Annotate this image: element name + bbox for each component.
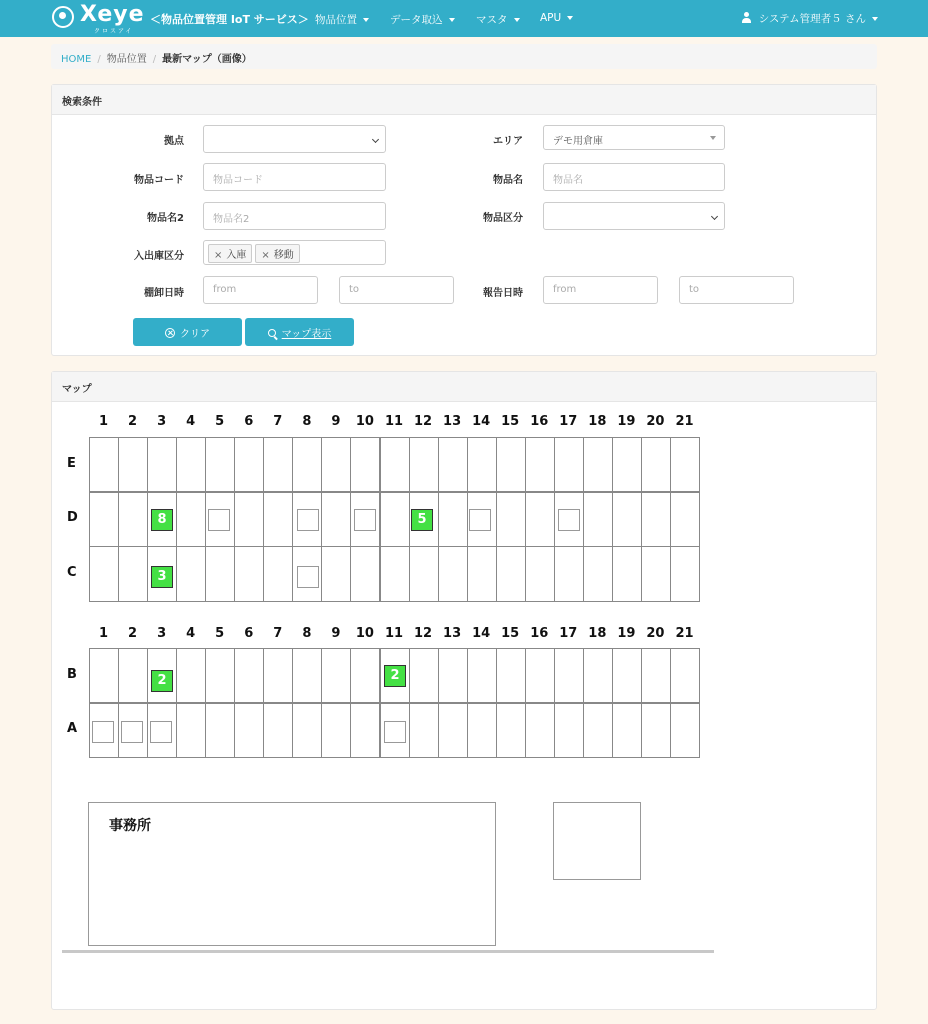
empty-slot-D10[interactable] xyxy=(354,509,376,531)
empty-slot-A2[interactable] xyxy=(121,721,143,743)
shelf-cell-B5[interactable] xyxy=(205,648,235,704)
empty-slot-A3[interactable] xyxy=(150,721,172,743)
shelf-cell-E7[interactable] xyxy=(263,437,293,493)
item-count-badge-D3[interactable]: 8 xyxy=(151,509,173,531)
caret-down-icon xyxy=(514,18,520,22)
lower-col-16: 16 xyxy=(530,626,549,641)
shelf-cell-C14[interactable] xyxy=(467,546,497,602)
map-wall-line xyxy=(62,950,714,953)
lower-col-6: 6 xyxy=(244,626,254,641)
menu-master-label: マスタ xyxy=(476,14,508,26)
label-name: 物品名 xyxy=(493,175,523,186)
code-input[interactable]: 物品コード xyxy=(203,163,386,191)
menu-master[interactable] xyxy=(476,12,520,27)
tag-nyuko-label: 入庫 xyxy=(226,250,247,261)
shelf-cell-D9[interactable] xyxy=(321,491,351,547)
upper-col-2: 2 xyxy=(128,414,138,429)
clear-button[interactable] xyxy=(133,318,242,346)
search-panel-title: 検索条件 xyxy=(52,85,876,115)
lower-col-5: 5 xyxy=(215,626,225,641)
shelf-cell-B18[interactable] xyxy=(583,648,613,704)
shelf-cell-E21[interactable] xyxy=(670,437,700,493)
show-map-button[interactable] xyxy=(245,318,354,346)
shelf-cell-E20[interactable] xyxy=(641,437,671,493)
upper-col-9: 9 xyxy=(331,414,341,429)
empty-slot-A11[interactable] xyxy=(384,721,406,743)
lower-col-2: 2 xyxy=(128,626,138,641)
logo-text: Xeye xyxy=(80,2,145,27)
office-label: 事務所 xyxy=(109,818,151,834)
shelf-cell-B8[interactable] xyxy=(292,648,322,704)
search-icon xyxy=(268,329,276,337)
caret-down-icon xyxy=(710,136,716,140)
lower-col-9: 9 xyxy=(331,626,341,641)
shelf-cell-C12[interactable] xyxy=(409,546,439,602)
label-code: 物品コード xyxy=(134,175,184,186)
lower-col-1: 1 xyxy=(98,626,109,641)
shelf-cell-A5[interactable] xyxy=(205,702,235,758)
show-map-button-label: マップ表示 xyxy=(281,329,332,340)
shelf-cell-E13[interactable] xyxy=(438,437,468,493)
shelf-cell-A18[interactable] xyxy=(583,702,613,758)
shelf-cell-D1[interactable] xyxy=(89,491,119,547)
shelf-cell-D20[interactable] xyxy=(641,491,671,547)
upper-col-11: 11 xyxy=(384,414,404,429)
empty-slot-D17[interactable] xyxy=(558,509,580,531)
shelf-cell-C10[interactable] xyxy=(350,546,380,602)
shelf-cell-C20[interactable] xyxy=(641,546,671,602)
lower-col-14: 14 xyxy=(472,626,491,641)
tanaoroshi-from-input[interactable]: from xyxy=(203,276,318,304)
lower-col-19: 19 xyxy=(617,626,636,641)
shelf-cell-E6[interactable] xyxy=(234,437,264,493)
shelf-cell-B6[interactable] xyxy=(234,648,264,704)
shelf-cell-A9[interactable] xyxy=(321,702,351,758)
shelf-cell-A7[interactable] xyxy=(263,702,293,758)
shelf-cell-C18[interactable] xyxy=(583,546,613,602)
shelf-cell-D15[interactable] xyxy=(496,491,526,547)
shelf-cell-E17[interactable] xyxy=(554,437,584,493)
upper-col-1: 1 xyxy=(98,414,109,429)
shelf-cell-D2[interactable] xyxy=(118,491,148,547)
upper-col-13: 13 xyxy=(443,414,462,429)
lower-col-12: 12 xyxy=(414,626,433,641)
shelf-cell-B10[interactable] xyxy=(350,648,380,704)
shelf-cell-D11[interactable] xyxy=(380,491,410,547)
shelf-cell-C19[interactable] xyxy=(612,546,642,602)
map-panel-title: マップ xyxy=(52,372,876,402)
shelf-cell-C7[interactable] xyxy=(263,546,293,602)
item-count-badge-B11[interactable]: 2 xyxy=(384,665,406,687)
lower-col-10: 10 xyxy=(355,626,374,641)
upper-col-20: 20 xyxy=(646,414,665,429)
lower-col-3: 3 xyxy=(157,626,167,641)
shelf-cell-A6[interactable] xyxy=(234,702,264,758)
shelf-cell-E4[interactable] xyxy=(176,437,206,493)
label-kubun: 物品区分 xyxy=(483,213,523,224)
shelf-cell-B20[interactable] xyxy=(641,648,671,704)
shelf-cell-E5[interactable] xyxy=(205,437,235,493)
nyushutsu-multiselect[interactable] xyxy=(203,240,386,265)
menu-location-label: 物品位置 xyxy=(315,14,357,26)
menu-location[interactable] xyxy=(315,12,369,27)
tag-nyuko xyxy=(208,244,252,263)
caret-down-icon xyxy=(567,16,573,20)
shelf-cell-A12[interactable] xyxy=(409,702,439,758)
upper-col-3: 3 xyxy=(157,414,167,429)
shelf-cell-D13[interactable] xyxy=(438,491,468,547)
location-pin-icon xyxy=(52,6,74,28)
shelf-cell-D19[interactable] xyxy=(612,491,642,547)
shelf-cell-B4[interactable] xyxy=(176,648,206,704)
kubun-select[interactable] xyxy=(543,202,725,230)
shelf-cell-A8[interactable] xyxy=(292,702,322,758)
shelf-cell-A10[interactable] xyxy=(350,702,380,758)
shelf-cell-C11[interactable] xyxy=(380,546,410,602)
shelf-cell-E10[interactable] xyxy=(350,437,380,493)
shelf-cell-A16[interactable] xyxy=(525,702,555,758)
menu-apu[interactable] xyxy=(540,12,573,24)
shelf-cell-E2[interactable] xyxy=(118,437,148,493)
shelf-cell-B2[interactable] xyxy=(118,648,148,704)
item-count-badge-B3[interactable]: 2 xyxy=(151,670,173,692)
close-circle-icon xyxy=(165,328,175,338)
tanaoroshi-to-input[interactable]: to xyxy=(339,276,454,304)
shelf-cell-E14[interactable] xyxy=(467,437,497,493)
upper-col-16: 16 xyxy=(530,414,549,429)
lower-col-20: 20 xyxy=(646,626,665,641)
shelf-cell-C1[interactable] xyxy=(89,546,119,602)
lower-col-4: 4 xyxy=(186,626,196,641)
caret-down-icon xyxy=(872,17,878,21)
shelf-cell-D18[interactable] xyxy=(583,491,613,547)
breadcrumb-home[interactable]: HOME xyxy=(61,54,92,65)
hokoku-to-input[interactable]: to xyxy=(679,276,794,304)
name-input[interactable]: 物品名 xyxy=(543,163,725,191)
shelf-cell-B1[interactable] xyxy=(89,648,119,704)
shelf-cell-C4[interactable] xyxy=(176,546,206,602)
empty-slot-D14[interactable] xyxy=(469,509,491,531)
shelf-cell-B17[interactable] xyxy=(554,648,584,704)
area-select[interactable] xyxy=(543,125,725,150)
caret-down-icon xyxy=(363,18,369,22)
logo-subtext: クロスアイ xyxy=(94,28,134,35)
shelf-cell-C6[interactable] xyxy=(234,546,264,602)
menu-apu-label: APU xyxy=(540,12,562,24)
upper-col-4: 4 xyxy=(186,414,196,429)
remove-tag-icon[interactable]: × xyxy=(214,250,223,261)
shelf-cell-D7[interactable] xyxy=(263,491,293,547)
row-label-C: C xyxy=(67,564,77,580)
upper-col-12: 12 xyxy=(414,414,433,429)
lower-col-18: 18 xyxy=(588,626,607,641)
shelf-cell-E11[interactable] xyxy=(380,437,410,493)
lower-col-11: 11 xyxy=(384,626,404,641)
shelf-cell-B12[interactable] xyxy=(409,648,439,704)
row-label-E: E xyxy=(67,455,76,471)
shelf-cell-D4[interactable] xyxy=(176,491,206,547)
upper-col-21: 21 xyxy=(675,414,694,429)
shelf-cell-C2[interactable] xyxy=(118,546,148,602)
item-count-badge-C3[interactable]: 3 xyxy=(151,566,173,588)
empty-slot-D5[interactable] xyxy=(208,509,230,531)
service-name[interactable]: ＜物品位置管理 IoT サービス＞ xyxy=(150,13,309,26)
label-tanaoroshi: 棚卸日時 xyxy=(144,288,184,299)
lower-col-7: 7 xyxy=(273,626,283,641)
shelf-cell-A21[interactable] xyxy=(670,702,700,758)
upper-col-17: 17 xyxy=(559,414,578,429)
clear-button-label: クリア xyxy=(180,329,210,340)
lower-col-21: 21 xyxy=(675,626,694,641)
item-count-badge-D12[interactable]: 5 xyxy=(411,509,433,531)
shelf-cell-C5[interactable] xyxy=(205,546,235,602)
shelf-cell-D21[interactable] xyxy=(670,491,700,547)
shelf-cell-A20[interactable] xyxy=(641,702,671,758)
label-area: エリア xyxy=(493,136,523,147)
empty-slot-A1[interactable] xyxy=(92,721,114,743)
breadcrumb-separator: / xyxy=(152,54,157,65)
shelf-cell-E3[interactable] xyxy=(147,437,177,493)
shelf-cell-C21[interactable] xyxy=(670,546,700,602)
shelf-cell-E15[interactable] xyxy=(496,437,526,493)
upper-col-19: 19 xyxy=(617,414,636,429)
shelf-cell-B15[interactable] xyxy=(496,648,526,704)
office-area xyxy=(88,802,496,946)
shelf-cell-E12[interactable] xyxy=(409,437,439,493)
shelf-cell-A14[interactable] xyxy=(467,702,497,758)
user-icon xyxy=(741,12,752,23)
lower-col-17: 17 xyxy=(559,626,578,641)
shelf-cell-C15[interactable] xyxy=(496,546,526,602)
shelf-cell-D6[interactable] xyxy=(234,491,264,547)
upper-col-6: 6 xyxy=(244,414,254,429)
empty-slot-D8[interactable] xyxy=(297,509,319,531)
shelf-cell-A13[interactable] xyxy=(438,702,468,758)
shelf-cell-B13[interactable] xyxy=(438,648,468,704)
shelf-cell-B7[interactable] xyxy=(263,648,293,704)
label-kyoten: 拠点 xyxy=(164,136,184,147)
breadcrumb-separator: / xyxy=(97,54,101,65)
row-label-D: D xyxy=(67,509,78,525)
search-panel xyxy=(51,84,877,356)
user-name: システム管理者５ さん xyxy=(758,13,866,25)
shelf-cell-C17[interactable] xyxy=(554,546,584,602)
area-select-value: デモ用倉庫 xyxy=(553,136,603,147)
lower-col-8: 8 xyxy=(302,626,312,641)
shelf-cell-E9[interactable] xyxy=(321,437,351,493)
shelf-cell-A19[interactable] xyxy=(612,702,642,758)
empty-slot-C8[interactable] xyxy=(297,566,319,588)
hokoku-from-input[interactable]: from xyxy=(543,276,658,304)
caret-down-icon xyxy=(449,18,455,22)
navbar xyxy=(0,0,928,37)
shelf-cell-B19[interactable] xyxy=(612,648,642,704)
label-name2: 物品名2 xyxy=(147,213,184,224)
upper-col-14: 14 xyxy=(472,414,491,429)
chevron-down-icon xyxy=(372,136,379,143)
shelf-cell-C16[interactable] xyxy=(525,546,555,602)
shelf-cell-C13[interactable] xyxy=(438,546,468,602)
shelf-cell-E18[interactable] xyxy=(583,437,613,493)
shelf-cell-E16[interactable] xyxy=(525,437,555,493)
shelf-cell-E8[interactable] xyxy=(292,437,322,493)
menu-data-import[interactable] xyxy=(390,12,455,27)
shelf-cell-A4[interactable] xyxy=(176,702,206,758)
upper-col-18: 18 xyxy=(588,414,607,429)
label-hokoku: 報告日時 xyxy=(483,288,523,299)
shelf-cell-B16[interactable] xyxy=(525,648,555,704)
shelf-cell-E1[interactable] xyxy=(89,437,119,493)
label-nyushutsu: 入出庫区分 xyxy=(134,251,184,262)
shelf-cell-A17[interactable] xyxy=(554,702,584,758)
upper-col-15: 15 xyxy=(501,414,520,429)
upper-col-5: 5 xyxy=(215,414,225,429)
tag-ido xyxy=(255,244,299,263)
breadcrumb-item[interactable]: 物品位置 xyxy=(106,54,147,65)
row-label-A: A xyxy=(67,720,78,736)
kyoten-select[interactable] xyxy=(203,125,386,153)
row-label-B: B xyxy=(67,666,77,682)
menu-data-import-label: データ取込 xyxy=(390,14,443,26)
shelf-cell-A15[interactable] xyxy=(496,702,526,758)
shelf-cell-B21[interactable] xyxy=(670,648,700,704)
upper-col-7: 7 xyxy=(273,414,283,429)
tag-ido-label: 移動 xyxy=(273,250,294,261)
lower-col-15: 15 xyxy=(501,626,520,641)
name2-input[interactable]: 物品名2 xyxy=(203,202,386,230)
breadcrumb-current: 最新マップ（画像） xyxy=(162,54,252,65)
remove-tag-icon[interactable]: × xyxy=(261,250,270,261)
breadcrumb xyxy=(51,44,877,69)
map-box xyxy=(553,802,641,880)
chevron-down-icon xyxy=(711,213,718,220)
user-menu[interactable] xyxy=(741,11,878,26)
upper-col-10: 10 xyxy=(355,414,374,429)
shelf-cell-B9[interactable] xyxy=(321,648,351,704)
lower-col-13: 13 xyxy=(443,626,462,641)
shelf-cell-B14[interactable] xyxy=(467,648,497,704)
shelf-cell-D16[interactable] xyxy=(525,491,555,547)
shelf-cell-E19[interactable] xyxy=(612,437,642,493)
shelf-cell-C9[interactable] xyxy=(321,546,351,602)
upper-col-8: 8 xyxy=(302,414,312,429)
